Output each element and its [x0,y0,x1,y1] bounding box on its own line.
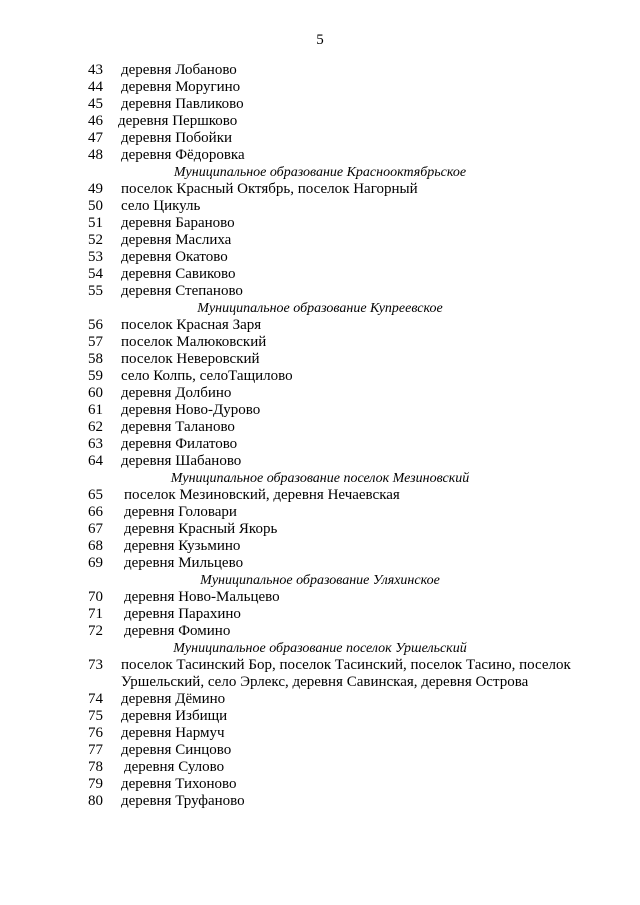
item-number: 51 [88,215,103,231]
item-number: 70 [88,589,103,605]
list-item [0,793,640,810]
item-number: 59 [88,368,103,384]
item-text: деревня Павликово [121,96,244,112]
item-text: деревня Савиково [121,266,236,282]
list-item [0,623,640,640]
item-number: 74 [88,691,103,707]
list-item [0,657,640,691]
item-number: 68 [88,538,103,554]
list-item [0,555,640,572]
list-item [0,147,640,164]
list-item [0,79,640,96]
section-heading: Муниципальное образование поселок Уршельский [173,641,467,656]
item-text: деревня Першково [118,113,238,129]
item-text: деревня Моругино [121,79,241,95]
item-text: деревня Нармуч [121,725,225,741]
item-text: деревня Мильцево [124,555,244,571]
item-text: деревня Степаново [121,283,243,299]
list-item [0,181,640,198]
item-text: деревня Бараново [121,215,235,231]
item-text: деревня Ново-Мальцево [124,589,280,605]
item-number: 48 [88,147,103,163]
item-text: деревня Филатово [121,436,238,452]
item-number: 56 [88,317,103,333]
item-number: 61 [88,402,103,418]
item-text: деревня Головари [124,504,237,520]
item-text: поселок Неверовский [121,351,260,367]
item-number: 73 [88,657,103,673]
item-number: 79 [88,776,103,792]
list-item [0,504,640,521]
item-text: поселок Красный Октябрь, поселок Нагорный [121,181,418,197]
list-item [0,487,640,504]
list-item [0,725,640,742]
item-text: деревня Синцово [121,742,232,758]
list-item [0,62,640,79]
list-item [0,198,640,215]
item-number: 58 [88,351,103,367]
item-text: деревня Сулово [124,759,225,775]
list-item [0,113,640,130]
item-number: 44 [88,79,103,95]
section-heading: Муниципальное образование Краснооктябрьское [173,165,467,180]
list-item [0,232,640,249]
item-text: деревня Шабаново [121,453,242,469]
item-number: 66 [88,504,103,520]
list-item [0,776,640,793]
item-number: 49 [88,181,103,197]
item-text: деревня Дёмино [121,691,226,707]
list-item [0,402,640,419]
item-number: 67 [88,521,103,537]
list-item [0,589,640,606]
item-number: 57 [88,334,103,350]
item-text: деревня Кузьмино [124,538,241,554]
item-text: деревня Долбино [121,385,232,401]
item-number: 43 [88,62,103,78]
item-number: 64 [88,453,103,469]
list-item [0,351,640,368]
section-heading: Муниципальное образование Уляхинское [200,573,440,588]
item-text: деревня Побойки [121,130,233,146]
list-item [0,708,640,725]
item-number: 55 [88,283,103,299]
item-number: 53 [88,249,103,265]
item-number: 46 [88,113,103,129]
item-number: 54 [88,266,103,282]
settlement-list [0,62,640,810]
list-item [0,215,640,232]
page-number: 5 [316,32,324,48]
list-item [0,283,640,300]
item-text: деревня Тихоново [121,776,237,792]
item-text: деревня Красный Якорь [124,521,278,537]
item-text: деревня Избищи [121,708,228,724]
item-text: поселок Малюковский [121,334,267,350]
item-text: деревня Парахино [124,606,241,622]
list-item [0,453,640,470]
item-number: 50 [88,198,103,214]
list-item [0,419,640,436]
item-text: деревня Лобаново [121,62,237,78]
item-text: деревня Фомино [124,623,231,639]
item-number: 77 [88,742,103,758]
item-number: 76 [88,725,103,741]
list-item [0,130,640,147]
list-item [0,334,640,351]
item-number: 47 [88,130,103,146]
list-item [0,538,640,555]
item-text: село Колпь, селоТащилово [121,368,293,384]
list-item [0,436,640,453]
list-item [0,368,640,385]
item-number: 71 [88,606,103,622]
list-item [0,759,640,776]
section-heading: Муниципальное образование поселок Мезиновский [170,471,470,486]
list-item [0,317,640,334]
item-text: деревня Ново-Дурово [121,402,261,418]
list-item [0,742,640,759]
item-number: 69 [88,555,103,571]
item-text: деревня Труфаново [121,793,245,809]
list-item [0,266,640,283]
list-item [0,521,640,538]
item-text: деревня Окатово [121,249,228,265]
list-item [0,249,640,266]
item-number: 62 [88,419,103,435]
list-item [0,606,640,623]
item-text: поселок Тасинский Бор, поселок Тасинский, поселок Тасино, поселок Уршельский, село Эрлекс, деревня Савинская, деревня Острова [121,657,571,690]
item-text: деревня Фёдоровка [121,147,245,163]
list-item [0,691,640,708]
list-item [0,385,640,402]
item-text: деревня Таланово [121,419,235,435]
item-text: село Цикуль [121,198,201,214]
item-number: 63 [88,436,103,452]
list-item [0,96,640,113]
item-number: 45 [88,96,103,112]
item-number: 65 [88,487,103,503]
item-number: 52 [88,232,103,248]
section-heading: Муниципальное образование Купреевское [197,301,443,316]
item-number: 80 [88,793,103,809]
item-text: деревня Маслиха [121,232,232,248]
item-number: 75 [88,708,103,724]
item-text: поселок Красная Заря [121,317,262,333]
item-text: поселок Мезиновский, деревня Нечаевская [124,487,400,503]
item-number: 78 [88,759,103,775]
item-number: 72 [88,623,103,639]
item-number: 60 [88,385,103,401]
